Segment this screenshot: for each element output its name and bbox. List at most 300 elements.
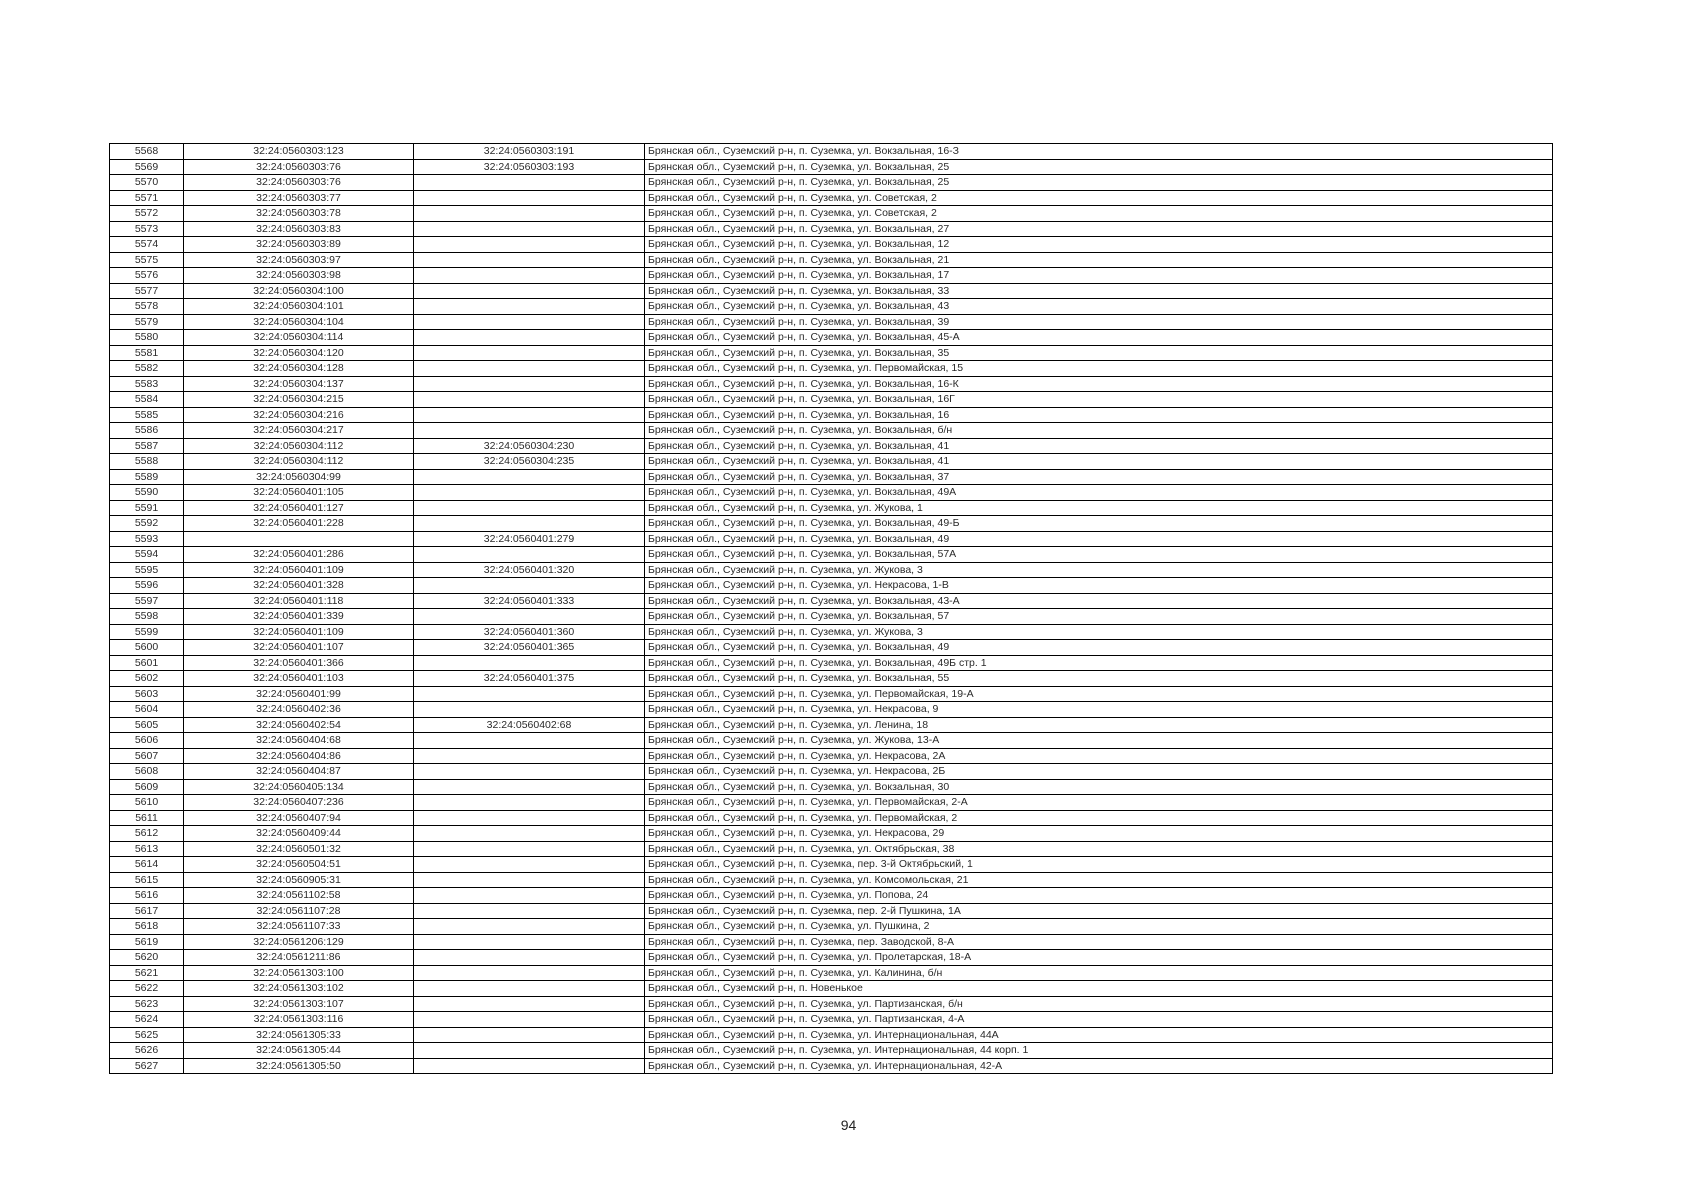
linked-cadastral-number-cell: 32:24:0560401:365 <box>414 640 645 656</box>
address-cell: Брянская обл., Суземский р-н, п. Суземка, ул. Комсомольская, 21 <box>645 872 1553 888</box>
cadastral-number-cell: 32:24:0561107:28 <box>184 903 414 919</box>
table-row <box>110 1058 1553 1074</box>
linked-cadastral-number-cell <box>414 423 645 439</box>
cadastral-number-cell: 32:24:0560401:103 <box>184 671 414 687</box>
address-cell: Брянская обл., Суземский р-н, п. Суземка, ул. Октябрьская, 38 <box>645 841 1553 857</box>
address-cell: Брянская обл., Суземский р-н, п. Суземка, ул. Вокзальная, 35 <box>645 345 1553 361</box>
cadastral-number-cell: 32:24:0561305:44 <box>184 1043 414 1059</box>
row-number-cell: 5614 <box>110 857 184 873</box>
address-cell: Брянская обл., Суземский р-н, п. Суземка, ул. Вокзальная, 30 <box>645 779 1553 795</box>
linked-cadastral-number-cell <box>414 857 645 873</box>
linked-cadastral-number-cell <box>414 733 645 749</box>
cadastral-number-cell: 32:24:0560304:101 <box>184 299 414 315</box>
cadastral-number-cell: 32:24:0560402:54 <box>184 717 414 733</box>
address-cell: Брянская обл., Суземский р-н, п. Суземка, ул. Партизанская, б/н <box>645 996 1553 1012</box>
table-row <box>110 965 1553 981</box>
address-cell: Брянская обл., Суземский р-н, п. Суземка, ул. Вокзальная, 39 <box>645 314 1553 330</box>
table-row <box>110 423 1553 439</box>
table-row <box>110 175 1553 191</box>
cadastral-number-cell: 32:24:0560504:51 <box>184 857 414 873</box>
row-number-cell: 5573 <box>110 221 184 237</box>
table-row <box>110 500 1553 516</box>
cadastral-number-cell: 32:24:0560304:112 <box>184 438 414 454</box>
table-row <box>110 733 1553 749</box>
cadastral-number-cell: 32:24:0560905:31 <box>184 872 414 888</box>
address-cell: Брянская обл., Суземский р-н, п. Суземка, ул. Жукова, 1 <box>645 500 1553 516</box>
cadastral-number-cell: 32:24:0560401:118 <box>184 593 414 609</box>
row-number-cell: 5624 <box>110 1012 184 1028</box>
table-row <box>110 516 1553 532</box>
linked-cadastral-number-cell <box>414 950 645 966</box>
table-row <box>110 919 1553 935</box>
address-cell: Брянская обл., Суземский р-н, п. Суземка, ул. Вокзальная, 55 <box>645 671 1553 687</box>
address-cell: Брянская обл., Суземский р-н, п. Суземка, ул. Советская, 2 <box>645 190 1553 206</box>
address-cell: Брянская обл., Суземский р-н, п. Суземка, ул. Вокзальная, 16-К <box>645 376 1553 392</box>
linked-cadastral-number-cell: 32:24:0560401:333 <box>414 593 645 609</box>
address-cell: Брянская обл., Суземский р-н, п. Суземка, ул. Вокзальная, 43 <box>645 299 1553 315</box>
table-row <box>110 764 1553 780</box>
cadastral-number-cell: 32:24:0560303:76 <box>184 175 414 191</box>
table-row <box>110 671 1553 687</box>
address-cell: Брянская обл., Суземский р-н, п. Суземка, ул. Вокзальная, 12 <box>645 237 1553 253</box>
address-cell: Брянская обл., Суземский р-н, п. Суземка, ул. Вокзальная, 33 <box>645 283 1553 299</box>
address-cell: Брянская обл., Суземский р-н, п. Суземка, ул. Вокзальная, 49-Б <box>645 516 1553 532</box>
cadastral-number-cell: 32:24:0561211:86 <box>184 950 414 966</box>
address-cell: Брянская обл., Суземский р-н, п. Суземка, ул. Некрасова, 1-В <box>645 578 1553 594</box>
linked-cadastral-number-cell <box>414 609 645 625</box>
address-cell: Брянская обл., Суземский р-н, п. Суземка, ул. Вокзальная, 49 <box>645 531 1553 547</box>
row-number-cell: 5605 <box>110 717 184 733</box>
linked-cadastral-number-cell <box>414 872 645 888</box>
cadastral-number-cell: 32:24:0561303:116 <box>184 1012 414 1028</box>
linked-cadastral-number-cell <box>414 1058 645 1074</box>
table-row <box>110 144 1553 160</box>
table-row <box>110 888 1553 904</box>
cadastral-registry-table <box>109 143 1553 1074</box>
cadastral-number-cell: 32:24:0560401:105 <box>184 485 414 501</box>
row-number-cell: 5569 <box>110 159 184 175</box>
address-cell: Брянская обл., Суземский р-н, п. Суземка, ул. Некрасова, 9 <box>645 702 1553 718</box>
address-cell: Брянская обл., Суземский р-н, п. Суземка, ул. Вокзальная, 57А <box>645 547 1553 563</box>
row-number-cell: 5568 <box>110 144 184 160</box>
address-cell: Брянская обл., Суземский р-н, п. Суземка, ул. Некрасова, 29 <box>645 826 1553 842</box>
table-row <box>110 454 1553 470</box>
row-number-cell: 5595 <box>110 562 184 578</box>
linked-cadastral-number-cell: 32:24:0560402:68 <box>414 717 645 733</box>
linked-cadastral-number-cell <box>414 934 645 950</box>
linked-cadastral-number-cell <box>414 748 645 764</box>
address-cell: Брянская обл., Суземский р-н, п. Суземка, ул. Первомайская, 2 <box>645 810 1553 826</box>
linked-cadastral-number-cell <box>414 810 645 826</box>
table-row <box>110 330 1553 346</box>
address-cell: Брянская обл., Суземский р-н, п. Суземка, ул. Вокзальная, 16Г <box>645 392 1553 408</box>
cadastral-number-cell: 32:24:0560404:86 <box>184 748 414 764</box>
row-number-cell: 5622 <box>110 981 184 997</box>
address-cell: Брянская обл., Суземский р-н, п. Суземка, ул. Пролетарская, 18-А <box>645 950 1553 966</box>
linked-cadastral-number-cell <box>414 500 645 516</box>
row-number-cell: 5570 <box>110 175 184 191</box>
cadastral-number-cell: 32:24:0561107:33 <box>184 919 414 935</box>
table-row <box>110 283 1553 299</box>
row-number-cell: 5619 <box>110 934 184 950</box>
table-row <box>110 996 1553 1012</box>
cadastral-number-cell: 32:24:0561305:50 <box>184 1058 414 1074</box>
table-row <box>110 407 1553 423</box>
linked-cadastral-number-cell <box>414 965 645 981</box>
cadastral-number-cell: 32:24:0560303:76 <box>184 159 414 175</box>
table-row <box>110 609 1553 625</box>
address-cell: Брянская обл., Суземский р-н, п. Суземка, ул. Вокзальная, 16-З <box>645 144 1553 160</box>
address-cell: Брянская обл., Суземский р-н, п. Суземка, ул. Интернациональная, 44 корп. 1 <box>645 1043 1553 1059</box>
linked-cadastral-number-cell <box>414 407 645 423</box>
cadastral-number-cell: 32:24:0560304:215 <box>184 392 414 408</box>
row-number-cell: 5617 <box>110 903 184 919</box>
row-number-cell: 5576 <box>110 268 184 284</box>
cadastral-number-cell: 32:24:0560303:78 <box>184 206 414 222</box>
address-cell: Брянская обл., Суземский р-н, п. Суземка, ул. Калинина, б/н <box>645 965 1553 981</box>
row-number-cell: 5621 <box>110 965 184 981</box>
linked-cadastral-number-cell: 32:24:0560401:375 <box>414 671 645 687</box>
linked-cadastral-number-cell <box>414 826 645 842</box>
cadastral-number-cell: 32:24:0561206:129 <box>184 934 414 950</box>
table-row <box>110 159 1553 175</box>
linked-cadastral-number-cell <box>414 175 645 191</box>
address-cell: Брянская обл., Суземский р-н, п. Суземка, ул. Вокзальная, 49 <box>645 640 1553 656</box>
linked-cadastral-number-cell <box>414 516 645 532</box>
address-cell: Брянская обл., Суземский р-н, п. Суземка, пер. 3-й Октябрьский, 1 <box>645 857 1553 873</box>
table-row <box>110 950 1553 966</box>
cadastral-number-cell: 32:24:0560401:228 <box>184 516 414 532</box>
linked-cadastral-number-cell <box>414 686 645 702</box>
cadastral-number-cell: 32:24:0560304:217 <box>184 423 414 439</box>
address-cell: Брянская обл., Суземский р-н, п. Суземка, ул. Жукова, 3 <box>645 562 1553 578</box>
cadastral-number-cell: 32:24:0560401:339 <box>184 609 414 625</box>
linked-cadastral-number-cell <box>414 996 645 1012</box>
row-number-cell: 5587 <box>110 438 184 454</box>
table-row <box>110 221 1553 237</box>
row-number-cell: 5575 <box>110 252 184 268</box>
cadastral-number-cell: 32:24:0561102:58 <box>184 888 414 904</box>
cadastral-number-cell: 32:24:0560401:286 <box>184 547 414 563</box>
table-row <box>110 252 1553 268</box>
linked-cadastral-number-cell <box>414 283 645 299</box>
linked-cadastral-number-cell <box>414 361 645 377</box>
cadastral-number-cell: 32:24:0560409:44 <box>184 826 414 842</box>
linked-cadastral-number-cell <box>414 795 645 811</box>
table-row <box>110 826 1553 842</box>
cadastral-number-cell: 32:24:0560304:137 <box>184 376 414 392</box>
linked-cadastral-number-cell <box>414 1043 645 1059</box>
row-number-cell: 5572 <box>110 206 184 222</box>
row-number-cell: 5591 <box>110 500 184 516</box>
table-row <box>110 903 1553 919</box>
address-cell: Брянская обл., Суземский р-н, п. Суземка, ул. Жукова, 13-А <box>645 733 1553 749</box>
row-number-cell: 5613 <box>110 841 184 857</box>
row-number-cell: 5606 <box>110 733 184 749</box>
row-number-cell: 5580 <box>110 330 184 346</box>
cadastral-number-cell: 32:24:0560405:134 <box>184 779 414 795</box>
row-number-cell: 5603 <box>110 686 184 702</box>
linked-cadastral-number-cell <box>414 919 645 935</box>
linked-cadastral-number-cell <box>414 392 645 408</box>
cadastral-number-cell: 32:24:0560304:99 <box>184 469 414 485</box>
address-cell: Брянская обл., Суземский р-н, п. Суземка, ул. Вокзальная, 17 <box>645 268 1553 284</box>
row-number-cell: 5597 <box>110 593 184 609</box>
cadastral-number-cell: 32:24:0560304:114 <box>184 330 414 346</box>
row-number-cell: 5577 <box>110 283 184 299</box>
table-row <box>110 376 1553 392</box>
row-number-cell: 5581 <box>110 345 184 361</box>
row-number-cell: 5598 <box>110 609 184 625</box>
table-row <box>110 469 1553 485</box>
linked-cadastral-number-cell <box>414 888 645 904</box>
cadastral-number-cell: 32:24:0560303:77 <box>184 190 414 206</box>
linked-cadastral-number-cell <box>414 237 645 253</box>
address-cell: Брянская обл., Суземский р-н, п. Суземка, ул. Вокзальная, 16 <box>645 407 1553 423</box>
row-number-cell: 5612 <box>110 826 184 842</box>
table-row <box>110 206 1553 222</box>
address-cell: Брянская обл., Суземский р-н, п. Суземка, ул. Вокзальная, 43-А <box>645 593 1553 609</box>
row-number-cell: 5600 <box>110 640 184 656</box>
address-cell: Брянская обл., Суземский р-н, п. Суземка, ул. Пушкина, 2 <box>645 919 1553 935</box>
linked-cadastral-number-cell <box>414 268 645 284</box>
table-row <box>110 190 1553 206</box>
cadastral-number-cell: 32:24:0560303:83 <box>184 221 414 237</box>
cadastral-number-cell: 32:24:0561303:107 <box>184 996 414 1012</box>
table-row <box>110 361 1553 377</box>
cadastral-number-cell: 32:24:0560304:104 <box>184 314 414 330</box>
cadastral-number-cell: 32:24:0560401:127 <box>184 500 414 516</box>
address-cell: Брянская обл., Суземский р-н, п. Суземка, ул. Попова, 24 <box>645 888 1553 904</box>
table-row <box>110 872 1553 888</box>
cadastral-number-cell: 32:24:0560407:236 <box>184 795 414 811</box>
row-number-cell: 5623 <box>110 996 184 1012</box>
address-cell: Брянская обл., Суземский р-н, п. Суземка, ул. Первомайская, 19-А <box>645 686 1553 702</box>
table-row <box>110 655 1553 671</box>
address-cell: Брянская обл., Суземский р-н, п. Новенькое <box>645 981 1553 997</box>
row-number-cell: 5586 <box>110 423 184 439</box>
address-cell: Брянская обл., Суземский р-н, п. Суземка, ул. Вокзальная, 41 <box>645 454 1553 470</box>
table-row <box>110 1027 1553 1043</box>
table-row <box>110 717 1553 733</box>
cadastral-number-cell: 32:24:0560401:366 <box>184 655 414 671</box>
linked-cadastral-number-cell <box>414 314 645 330</box>
table-row <box>110 578 1553 594</box>
cadastral-number-cell: 32:24:0560501:32 <box>184 841 414 857</box>
cadastral-number-cell: 32:24:0561303:102 <box>184 981 414 997</box>
address-cell: Брянская обл., Суземский р-н, п. Суземка, ул. Некрасова, 2Б <box>645 764 1553 780</box>
cadastral-number-cell: 32:24:0560404:68 <box>184 733 414 749</box>
row-number-cell: 5592 <box>110 516 184 532</box>
page-number: 94 <box>840 1117 857 1133</box>
row-number-cell: 5588 <box>110 454 184 470</box>
linked-cadastral-number-cell <box>414 221 645 237</box>
table-row <box>110 795 1553 811</box>
cadastral-number-cell: 32:24:0560304:112 <box>184 454 414 470</box>
table-row <box>110 562 1553 578</box>
row-number-cell: 5601 <box>110 655 184 671</box>
address-cell: Брянская обл., Суземский р-н, п. Суземка, пер. 2-й Пушкина, 1А <box>645 903 1553 919</box>
table-row <box>110 640 1553 656</box>
cadastral-number-cell: 32:24:0560407:94 <box>184 810 414 826</box>
table-row <box>110 857 1553 873</box>
address-cell: Брянская обл., Суземский р-н, п. Суземка, ул. Первомайская, 2-А <box>645 795 1553 811</box>
cadastral-number-cell: 32:24:0560304:100 <box>184 283 414 299</box>
table-row <box>110 485 1553 501</box>
row-number-cell: 5615 <box>110 872 184 888</box>
linked-cadastral-number-cell <box>414 903 645 919</box>
linked-cadastral-number-cell <box>414 702 645 718</box>
row-number-cell: 5618 <box>110 919 184 935</box>
cadastral-number-cell: 32:24:0560404:87 <box>184 764 414 780</box>
cadastral-number-cell: 32:24:0561303:100 <box>184 965 414 981</box>
linked-cadastral-number-cell <box>414 1012 645 1028</box>
row-number-cell: 5611 <box>110 810 184 826</box>
linked-cadastral-number-cell <box>414 841 645 857</box>
cadastral-number-cell: 32:24:0561305:33 <box>184 1027 414 1043</box>
cadastral-number-cell: 32:24:0560402:36 <box>184 702 414 718</box>
table-row <box>110 810 1553 826</box>
cadastral-number-cell: 32:24:0560304:216 <box>184 407 414 423</box>
address-cell: Брянская обл., Суземский р-н, п. Суземка, ул. Советская, 2 <box>645 206 1553 222</box>
table-row <box>110 702 1553 718</box>
row-number-cell: 5583 <box>110 376 184 392</box>
address-cell: Брянская обл., Суземский р-н, п. Суземка, ул. Вокзальная, 57 <box>645 609 1553 625</box>
linked-cadastral-number-cell: 32:24:0560303:191 <box>414 144 645 160</box>
address-cell: Брянская обл., Суземский р-н, п. Суземка, ул. Вокзальная, 21 <box>645 252 1553 268</box>
cadastral-number-cell: 32:24:0560401:99 <box>184 686 414 702</box>
table-row <box>110 1043 1553 1059</box>
cadastral-number-cell: 32:24:0560303:98 <box>184 268 414 284</box>
address-cell: Брянская обл., Суземский р-н, п. Суземка, ул. Первомайская, 15 <box>645 361 1553 377</box>
table-row <box>110 1012 1553 1028</box>
row-number-cell: 5574 <box>110 237 184 253</box>
row-number-cell: 5609 <box>110 779 184 795</box>
linked-cadastral-number-cell <box>414 764 645 780</box>
address-cell: Брянская обл., Суземский р-н, п. Суземка, ул. Вокзальная, б/н <box>645 423 1553 439</box>
address-cell: Брянская обл., Суземский р-н, п. Суземка, ул. Партизанская, 4-А <box>645 1012 1553 1028</box>
table-row <box>110 392 1553 408</box>
address-cell: Брянская обл., Суземский р-н, п. Суземка, ул. Жукова, 3 <box>645 624 1553 640</box>
registry-table-body <box>110 144 1553 1074</box>
address-cell: Брянская обл., Суземский р-н, п. Суземка, ул. Вокзальная, 25 <box>645 159 1553 175</box>
linked-cadastral-number-cell <box>414 376 645 392</box>
row-number-cell: 5620 <box>110 950 184 966</box>
linked-cadastral-number-cell <box>414 345 645 361</box>
linked-cadastral-number-cell <box>414 252 645 268</box>
address-cell: Брянская обл., Суземский р-н, п. Суземка, ул. Вокзальная, 41 <box>645 438 1553 454</box>
linked-cadastral-number-cell <box>414 469 645 485</box>
linked-cadastral-number-cell <box>414 330 645 346</box>
table-row <box>110 547 1553 563</box>
linked-cadastral-number-cell <box>414 206 645 222</box>
row-number-cell: 5607 <box>110 748 184 764</box>
row-number-cell: 5610 <box>110 795 184 811</box>
linked-cadastral-number-cell <box>414 190 645 206</box>
cadastral-number-cell: 32:24:0560401:107 <box>184 640 414 656</box>
cadastral-number-cell: 32:24:0560303:123 <box>184 144 414 160</box>
address-cell: Брянская обл., Суземский р-н, п. Суземка, ул. Вокзальная, 25 <box>645 175 1553 191</box>
table-row <box>110 237 1553 253</box>
linked-cadastral-number-cell: 32:24:0560303:193 <box>414 159 645 175</box>
table-row <box>110 268 1553 284</box>
row-number-cell: 5625 <box>110 1027 184 1043</box>
table-row <box>110 981 1553 997</box>
address-cell: Брянская обл., Суземский р-н, п. Суземка, ул. Вокзальная, 49А <box>645 485 1553 501</box>
address-cell: Брянская обл., Суземский р-н, п. Суземка, ул. Вокзальная, 37 <box>645 469 1553 485</box>
table-row <box>110 314 1553 330</box>
address-cell: Брянская обл., Суземский р-н, п. Суземка, пер. Заводской, 8-А <box>645 934 1553 950</box>
linked-cadastral-number-cell: 32:24:0560304:235 <box>414 454 645 470</box>
row-number-cell: 5616 <box>110 888 184 904</box>
row-number-cell: 5593 <box>110 531 184 547</box>
row-number-cell: 5584 <box>110 392 184 408</box>
linked-cadastral-number-cell: 32:24:0560401:360 <box>414 624 645 640</box>
table-row <box>110 345 1553 361</box>
linked-cadastral-number-cell <box>414 299 645 315</box>
row-number-cell: 5626 <box>110 1043 184 1059</box>
address-cell: Брянская обл., Суземский р-н, п. Суземка, ул. Интернациональная, 42-А <box>645 1058 1553 1074</box>
linked-cadastral-number-cell <box>414 547 645 563</box>
row-number-cell: 5596 <box>110 578 184 594</box>
row-number-cell: 5582 <box>110 361 184 377</box>
row-number-cell: 5585 <box>110 407 184 423</box>
row-number-cell: 5590 <box>110 485 184 501</box>
cadastral-number-cell: 32:24:0560401:328 <box>184 578 414 594</box>
cadastral-number-cell: 32:24:0560303:97 <box>184 252 414 268</box>
table-row <box>110 841 1553 857</box>
linked-cadastral-number-cell: 32:24:0560401:320 <box>414 562 645 578</box>
row-number-cell: 5608 <box>110 764 184 780</box>
table-row <box>110 748 1553 764</box>
row-number-cell: 5589 <box>110 469 184 485</box>
address-cell: Брянская обл., Суземский р-н, п. Суземка, ул. Вокзальная, 45-А <box>645 330 1553 346</box>
table-row <box>110 934 1553 950</box>
linked-cadastral-number-cell <box>414 578 645 594</box>
linked-cadastral-number-cell <box>414 485 645 501</box>
address-cell: Брянская обл., Суземский р-н, п. Суземка, ул. Интернациональная, 44А <box>645 1027 1553 1043</box>
linked-cadastral-number-cell <box>414 779 645 795</box>
table-row <box>110 438 1553 454</box>
linked-cadastral-number-cell: 32:24:0560304:230 <box>414 438 645 454</box>
row-number-cell: 5604 <box>110 702 184 718</box>
linked-cadastral-number-cell: 32:24:0560401:279 <box>414 531 645 547</box>
linked-cadastral-number-cell <box>414 655 645 671</box>
cadastral-number-cell: 32:24:0560401:109 <box>184 624 414 640</box>
row-number-cell: 5602 <box>110 671 184 687</box>
cadastral-number-cell: 32:24:0560401:109 <box>184 562 414 578</box>
table-row <box>110 299 1553 315</box>
address-cell: Брянская обл., Суземский р-н, п. Суземка, ул. Вокзальная, 49Б стр. 1 <box>645 655 1553 671</box>
address-cell: Брянская обл., Суземский р-н, п. Суземка, ул. Вокзальная, 27 <box>645 221 1553 237</box>
row-number-cell: 5627 <box>110 1058 184 1074</box>
cadastral-number-cell <box>184 531 414 547</box>
row-number-cell: 5578 <box>110 299 184 315</box>
table-row <box>110 531 1553 547</box>
row-number-cell: 5599 <box>110 624 184 640</box>
table-row <box>110 779 1553 795</box>
linked-cadastral-number-cell <box>414 981 645 997</box>
cadastral-number-cell: 32:24:0560304:120 <box>184 345 414 361</box>
cadastral-number-cell: 32:24:0560304:128 <box>184 361 414 377</box>
linked-cadastral-number-cell <box>414 1027 645 1043</box>
table-row <box>110 686 1553 702</box>
table-row <box>110 624 1553 640</box>
address-cell: Брянская обл., Суземский р-н, п. Суземка, ул. Некрасова, 2А <box>645 748 1553 764</box>
row-number-cell: 5594 <box>110 547 184 563</box>
address-cell: Брянская обл., Суземский р-н, п. Суземка, ул. Ленина, 18 <box>645 717 1553 733</box>
row-number-cell: 5571 <box>110 190 184 206</box>
